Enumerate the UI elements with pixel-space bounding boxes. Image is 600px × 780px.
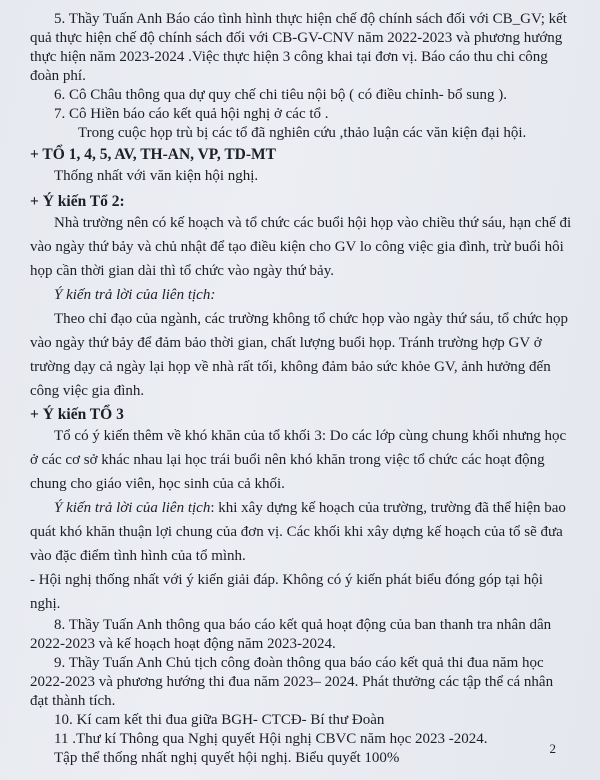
item-9: 9. Thầy Tuấn Anh Chủ tịch công đoàn thông qua báo cáo kết quả thi đua năm học 2022-2023 và phương hướng thi đua năm 2023– 2024. Phát thưởng các tập thể cá nhân đạt thành tích. — [30, 655, 554, 709]
reply-paragraph-2 — [30, 496, 572, 568]
group1-heading: + TỔ 1, 4, 5, AV, TH-AN, VP, TD-MT — [30, 146, 276, 163]
reply-label-1: Ý kiến trả lời của liên tịch: — [54, 287, 216, 303]
group2-text: Nhà trường nên có kế hoạch và tổ chức các buổi hội họp vào chiều thứ sáu, hạn chế đi vào ngày thứ bảy và chủ nhật để tạo điều kiện cho GV lo công việc gia đình, trừ buổi hôi họp cần thời gian dài thì tổ chức vào ngày thứ bảy. — [30, 215, 572, 279]
item-6: 6. Cô Châu thông qua dự quy chế chi tiêu nội bộ ( có điều chỉnh- bổ sung ). — [54, 87, 508, 103]
agreement-text: - Hội nghị thống nhất với ý kiến giải đáp. Không có ý kiến phát biểu đóng góp tại hội nghị. — [30, 572, 543, 612]
group3-heading: + Ý kiến TỔ 3 — [30, 406, 124, 423]
group3-text: Tổ có ý kiến thêm về khó khăn của tổ khối 3: Do các lớp cùng chung khối nhưng học ở các cơ sở khác nhau lại học trái buổi nên khó khăn trong việc tổ chức các hoạt động chung cho giáo viên, học sinh của cả khối. — [30, 428, 567, 492]
item-8: 8. Thầy Tuấn Anh thông qua báo cáo kết quả hoạt động của ban thanh tra nhân dân 2022-2023 và kế hoạch hoạt động năm 2023-2024. — [30, 617, 552, 652]
reply-text-2: : khi xây dựng kế hoạch của trường, trường đã thể hiện bao quát khó khăn thuận lợi chung của đơn vị. Các khối khi xây dựng kế hoạch của tổ sẽ đưa vào đặc điểm tình hình của tổ mình. — [30, 500, 566, 564]
intro-paragraph: Trong cuộc họp trù bị các tổ đã nghiên cứu ,thảo luận các văn kiện đại hội. — [78, 125, 527, 141]
reply-text-1: Theo chỉ đạo của ngành, các trường không tổ chức họp vào ngày thứ sáu, tổ chức họp vào ngày thứ bảy để đảm bảo thời gian, chất lượng buổi họp. Tránh trường hợp GV ở trường dạy cả ngày lại họp về nhà rất tối, không đảm bảo sức khỏe GV, ảnh hưởng đến công việc gia đình. — [30, 311, 569, 399]
item-10: 10. Kí cam kết thi đua giữa BGH- CTCĐ- Bí thư Đoàn — [54, 712, 385, 728]
item-11: 11 .Thư kí Thông qua Nghị quyết Hội nghị CBVC năm học 2023 -2024. — [54, 731, 488, 747]
closing-text: Tập thể thống nhất nghị quyết hội nghị. Biểu quyết 100% — [54, 750, 400, 766]
item-5: 5. Thầy Tuấn Anh Báo cáo tình hình thực hiện chế độ chính sách đối với CB_GV; kết quả thực hiện chế độ chính sách đối với CB-GV-CNV năm 2022-2023 và phương hướng thực hiện năm 2023-2024 .Việc thực hiện 3 công khai tại đơn vị. Báo cáo thu chi công đoàn phí. — [30, 11, 567, 84]
group2-heading: + Ý kiến Tổ 2: — [30, 193, 125, 210]
reply-label-2: Ý kiến trả lời của liên tịch — [54, 500, 211, 516]
item-7: 7. Cô Hiền báo cáo kết quả hội nghị ở các tổ . — [54, 106, 329, 122]
page-number: 2 — [549, 741, 556, 756]
group1-text: Thống nhất với văn kiện hội nghị. — [54, 168, 259, 184]
